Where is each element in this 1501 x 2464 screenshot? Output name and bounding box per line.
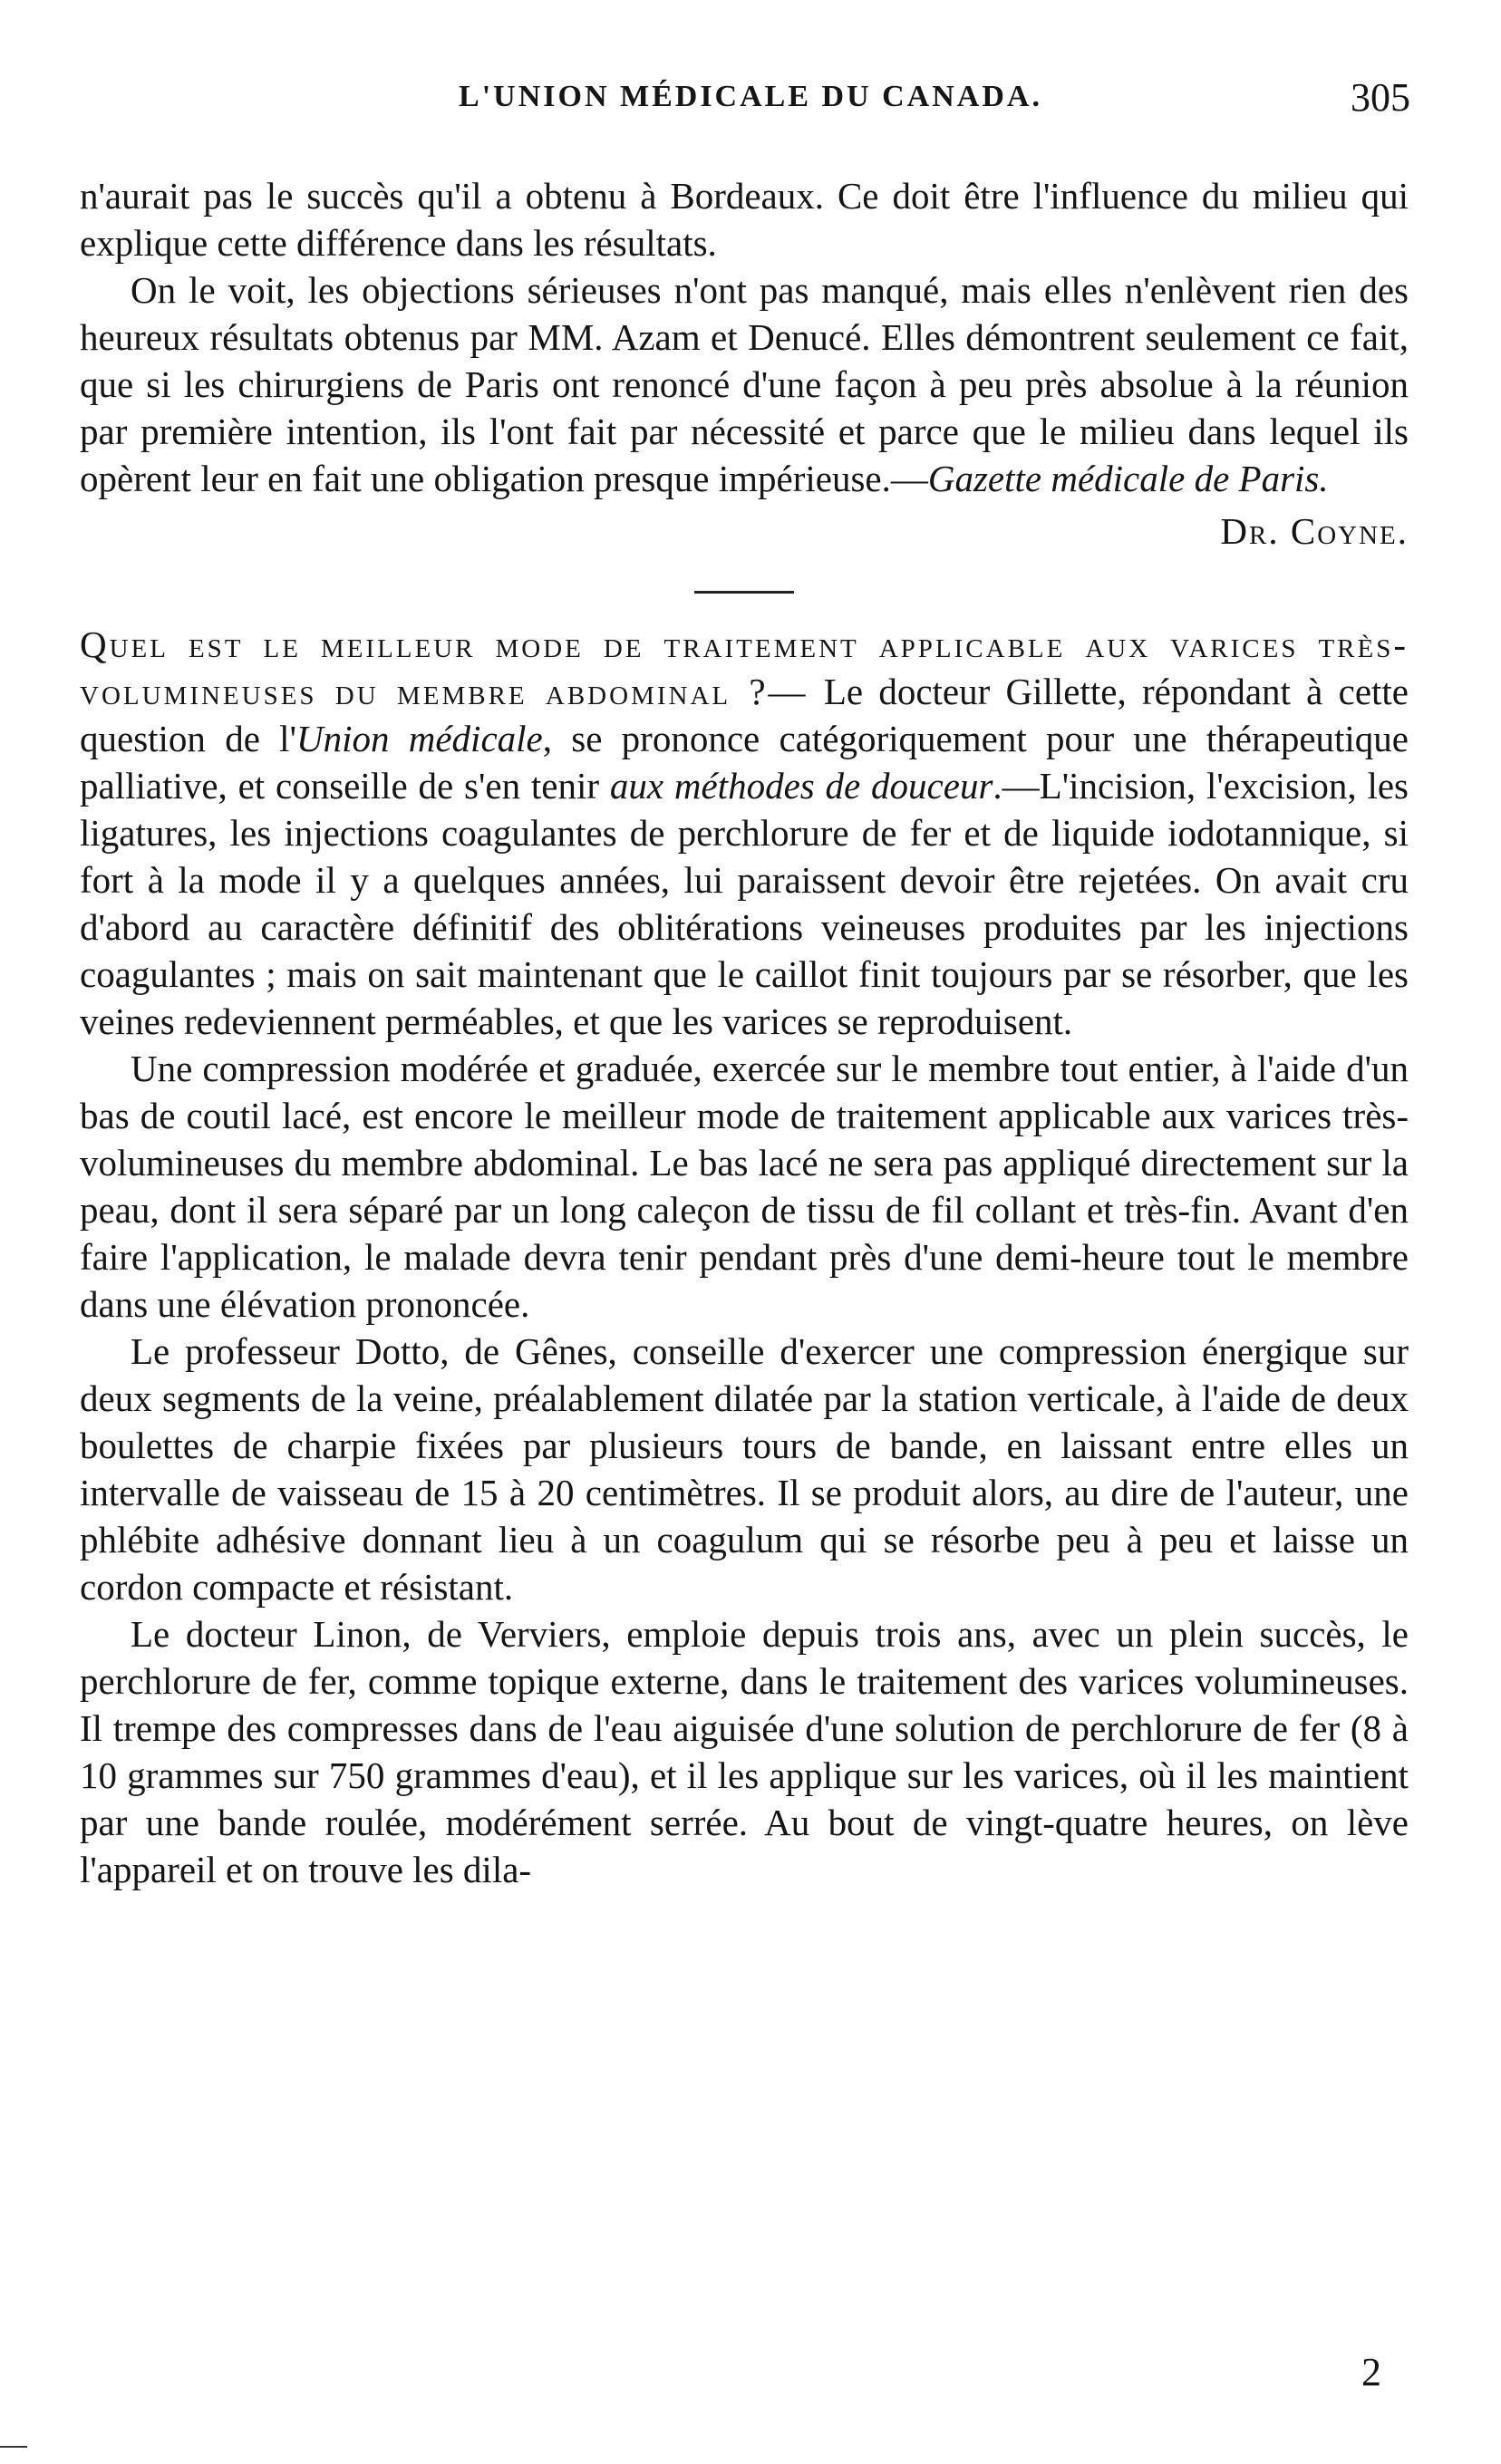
article2-paragraph-2: Une compression modérée et graduée, exercée sur le membre tout entier, à l'aide d'un bas de coutil lacé, est encore le meilleur mode de traitement applicable aux varices très-volumineuses du membre abdominal. Le bas lacé ne sera pas appliqué directement sur la peau, dont il sera séparé par un long caleçon de tissu de fil collant et très-fin. Avant d'en faire l'application, le malade devra tenir pendant près d'une demi-heure tout le membre dans une élévation prononcée. (80, 1048, 1409, 1325)
article1-source: Gazette médicale de Paris. (927, 458, 1329, 499)
article2-p1-a: Le docteur Gillette, répondant à cette question de l' (80, 671, 1409, 759)
article1-paragraph-2 (80, 266, 1409, 502)
section-divider (694, 591, 794, 594)
article2-p1-b: , se prononce catégoriquement pour une thérapeutique palliative, et conseille de s'en tenir (80, 718, 1409, 807)
article2-emphasis: aux méthodes de douceur (609, 765, 993, 807)
article2-heading: Quel est le meilleur mode de traitement applicable aux varices très-volumineuses du membre abdominal ?— (80, 623, 1409, 712)
article2-paragraph-4: Le docteur Linon, de Verviers, emploie depuis trois ans, avec un plein succès, le perchlorure de fer, comme topique externe, dans le traitement des varices volumineuses. Il trempe des compresses dans de l'eau aiguisée d'une solution de perchlorure de fer (8 à 10 grammes sur 750 grammes d'eau), et il les applique sur les varices, où il les maintient par une bande roulée, modérément serrée. Au bout de vingt-quatre heures, on lève l'appareil et on trouve les dila- (80, 1613, 1409, 1890)
running-title: L'UNION MÉDICALE DU CANADA. (459, 80, 1042, 113)
page-body (80, 172, 1409, 1893)
article2-paragraph-3: Le professeur Dotto, de Gênes, conseille d'exercer une compression énergique sur deux segments de la veine, préalablement dilatée par la station verticale, à l'aide de deux boulettes de charpie fixées par plusieurs tours de bande, en laissant entre elles un intervalle de vaisseau de 15 à 20 centimètres. Il se produit alors, au dire de l'auteur, une phlébite adhésive donnant lieu à un coagulum qui se résorbe peu à peu et laisse un cordon compacte et résistant. (80, 1330, 1409, 1608)
article2-journal-title: Union médicale (295, 718, 543, 759)
article2-p1-c: .—L'incision, l'excision, les ligatures, les injections coagulantes de perchlorure de fer et de liquide iodotannique, si fort à la mode il y a quelques années, lui paraissent devoir être rejetées. On avait cru d'abord au caractère définitif des oblitérations veineuses produites par les injections coagulantes ; mais on sait maintenant que le caillot finit toujours par se résorber, que les veines redeviennent perméables, et que les varices se reproduisent. (80, 765, 1409, 1042)
article1-paragraph-1: n'aurait pas le succès qu'il a obtenu à Bordeaux. Ce doit être l'influence du milieu qui explique cette différence dans les résultats. (80, 175, 1409, 264)
signature-mark: 2 (1361, 2350, 1381, 2394)
article2-paragraph-1 (80, 621, 1409, 1045)
page-number: 305 (1351, 75, 1410, 120)
article1-paragraph-2-text: On le voit, les objections sérieuses n'ont pas manqué, mais elles n'enlèvent rien des heureux résultats obtenus par MM. Azam et Denucé. Elles démontrent seulement ce fait, que si les chirurgiens de Paris ont renoncé d'une façon à peu près absolue à la réunion par première intention, ils l'ont fait par nécessité et parce que le milieu dans lequel ils opèrent leur en fait une obligation presque impérieuse.— (80, 269, 1409, 499)
article1-signature: Dr. Coyne. (1220, 510, 1409, 552)
page-edge-mark (0, 2446, 27, 2448)
page-header (0, 75, 1501, 134)
